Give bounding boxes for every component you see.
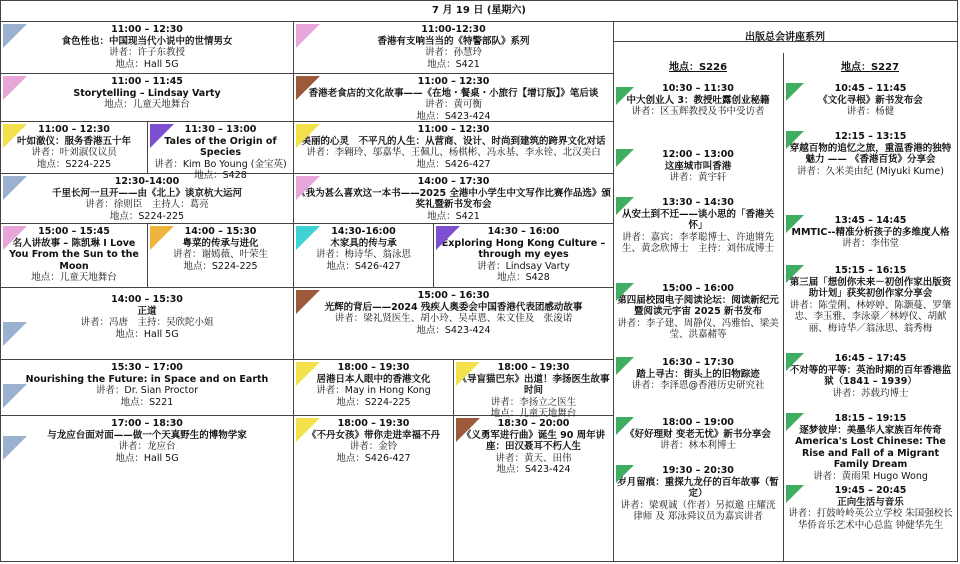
category-triangle [296, 290, 320, 314]
category-triangle [150, 226, 174, 250]
event-time: 11:30 – 13:00 [184, 124, 257, 135]
category-triangle [616, 197, 634, 215]
event-title: 叶如澈仪：服务香港五十年 [16, 135, 131, 147]
event-speaker: 讲者：黄可衡 [424, 99, 482, 110]
event-venue: 地点：S423-424 [496, 464, 571, 475]
event-venue: 地点：S224-225 [336, 396, 411, 408]
event-time: 12:30-14:00 [114, 176, 180, 187]
category-triangle [616, 417, 634, 435]
category-triangle [3, 124, 27, 148]
event-cell[interactable] [784, 483, 957, 561]
event-speaker: 讲者：龙应台 [118, 441, 176, 452]
event-time: 11:00-12:30 [421, 24, 486, 35]
category-triangle [3, 436, 27, 460]
event-title: 香港老食店的文化故事——《在地・餐桌・小旅行【增订版】》笔后谈 [308, 87, 599, 99]
event-title: Tales of the Origin of Species [164, 135, 277, 158]
event-time: 18:00 – 19:30 [337, 362, 410, 373]
event-speaker: 讲者：May in Hong Kong [316, 385, 431, 396]
event-time: 14:00 – 15:30 [184, 226, 257, 237]
event-venue: 地点：S426-427 [336, 452, 411, 464]
event-cell[interactable] [1, 224, 147, 287]
event-venue: 地点：S428 [194, 170, 247, 181]
venue-s226-label: 地点：S226 [668, 62, 728, 73]
event-venue: 地点：S421 [427, 58, 480, 70]
event-venue: 地点：S428 [497, 272, 550, 283]
event-cell[interactable] [1, 360, 293, 415]
event-cell[interactable] [294, 122, 613, 173]
event-cell[interactable] [784, 213, 957, 257]
event-venue: 地点：儿童天地舞台 [104, 99, 190, 110]
event-speaker: 讲者：李泽恩@香港历史研究社 [631, 380, 765, 391]
event-speaker: 讲者：黄天、田伟 [495, 452, 572, 464]
event-cell[interactable] [1, 74, 293, 121]
event-title: 穿越百物的追忆之旅，重温香港的独特魅力 —— 《香港百货》分享会 [789, 142, 952, 165]
event-venue: 地点：儿童天地舞台 [31, 272, 117, 283]
event-speaker: 讲者：嘉宾：李孝聪博士、许迪锵先生、黄念欣博士 主持：刘伟成博士 [621, 231, 774, 254]
event-title: 中大创业人 3：教授吐露创业秘籍 [626, 94, 770, 106]
category-triangle [296, 24, 320, 48]
event-title: 《我为甚么喜欢这一本书——2025 全港中小学生中文写作比赛作品选》颁奖礼暨新书发布会 [296, 187, 611, 210]
event-time: 11:00 – 12:30 [417, 76, 490, 87]
category-triangle [456, 418, 480, 442]
event-speaker: 讲者：Lindsay Varty [477, 260, 570, 272]
event-cell[interactable] [1, 122, 147, 173]
event-time: 18:00 – 19:30 [337, 418, 410, 429]
category-triangle [786, 485, 804, 503]
event-time: 19:30 – 20:30 [662, 465, 734, 476]
event-time: 15:00 – 16:00 [662, 283, 734, 294]
category-triangle [3, 226, 27, 250]
category-triangle [3, 76, 27, 100]
event-speaker: 讲者：李子建、周静仪、冯雅怡、梁美莹、洪嘉赭等 [617, 317, 779, 340]
event-speaker: 讲者：冯唐 主持：吴欣陀小姐 [80, 317, 214, 328]
event-title: Exploring Hong Kong Culture – through my eyes [441, 237, 606, 260]
event-venue: 地点：S224-225 [109, 210, 185, 222]
event-time: 10:30 – 11:30 [662, 83, 734, 94]
event-cell[interactable] [784, 411, 957, 481]
event-time: 12:00 – 13:00 [662, 149, 734, 160]
event-venue: 地点：S221 [120, 396, 174, 408]
event-title: 第四届校园电子阅读论坛：阅读新纪元暨阅读元宇宙 2025 新书发布 [617, 294, 779, 317]
event-cell[interactable] [294, 360, 453, 415]
event-time: 11:00 – 12:30 [38, 124, 110, 135]
event-venue: 地点：儿童天地舞台 [490, 408, 577, 419]
category-triangle [616, 87, 634, 105]
category-triangle [3, 24, 27, 48]
event-time: 19:45 – 20:45 [834, 485, 907, 496]
category-triangle [786, 131, 804, 149]
event-title: 美丽的心灵 不平凡的人生：从营商、设计、时尚到建筑的跨界文化对话 [301, 135, 606, 147]
event-time: 11:00 – 12:30 [111, 24, 183, 35]
event-time: 18:15 – 19:15 [834, 413, 907, 424]
event-title: 光辉的背后——2024 残疾人奥委会中国香港代表团感动故事 [324, 301, 583, 313]
event-speaker: 讲者：李翱玲、邬嘉华、王佩儿、杨棋彬、冯永基、李永铨、北汉美白 [306, 147, 601, 158]
category-triangle [786, 265, 804, 283]
category-triangle [296, 76, 320, 100]
event-speaker: 讲者：林本利博士 [659, 440, 736, 451]
event-time: 15:30 – 17:00 [111, 362, 183, 373]
event-cell[interactable] [614, 195, 782, 275]
event-venue: 地点：S426-427 [326, 260, 401, 272]
event-time: 15:15 – 16:15 [834, 265, 907, 276]
event-speaker: 讲者：许子东教授 [108, 47, 185, 58]
event-cell[interactable] [784, 263, 957, 347]
event-time: 14:30 – 16:00 [487, 226, 560, 237]
event-cell[interactable] [294, 74, 613, 121]
venue-s227-label: 地点：S227 [840, 62, 900, 73]
event-venue: 地点：S423-424 [416, 110, 491, 122]
category-triangle [3, 176, 27, 200]
event-cell[interactable] [784, 351, 957, 407]
category-triangle [296, 362, 320, 386]
event-title: 千里长河一旦开——由《北上》谈京杭大运河 [51, 187, 242, 199]
event-cell[interactable] [294, 224, 433, 287]
event-title: 粤菜的传承与进化 [182, 237, 259, 249]
event-cell[interactable] [614, 463, 782, 561]
category-triangle [786, 353, 804, 371]
event-speaker: 讲者：徐则臣 主持人：葛亮 [85, 199, 209, 210]
event-title: 食色性也：中国现当代小说中的世情男女 [61, 35, 233, 47]
event-title: 居港日本人眼中的香港文化 [316, 373, 431, 385]
event-speaker: 讲者：Dr. Sian Proctor [95, 385, 199, 396]
event-speaker: 讲者：黄宇轩 [669, 172, 727, 183]
event-title: 岁月留痕：重探九龙仔的百年故事（暂定） [617, 476, 779, 499]
event-speaker: 讲者：打鼓岭岭英公立学校 朱国强校长 华侨音乐艺术中心总监 钟健华先生 [788, 508, 953, 531]
event-speaker: 讲者：叶刘淑仪议员 [31, 147, 117, 158]
event-speaker: 讲者：梁观诚（作者）另拟邀 庄耀洸律师 及 郑泳舜议员为嘉宾讲者 [620, 499, 776, 522]
event-speaker: 讲者：梅诗华、翁泳思 [315, 249, 411, 260]
event-speaker: 讲者：黄雨果 Hugo Wong [813, 470, 928, 482]
event-title: MMTIC--精准分析孩子的多维度人格 [791, 226, 950, 238]
event-title: 木家具的传与承 [330, 237, 397, 249]
event-cell[interactable] [294, 174, 613, 223]
event-title: 从安土到不迁——谈小思的「香港关怀」 [621, 208, 774, 231]
event-speaker: 讲者：杨健 [846, 106, 895, 117]
event-title: 正道 [137, 305, 157, 317]
event-speaker: 讲者：金铃 [349, 441, 398, 452]
category-triangle [296, 226, 320, 250]
event-cell[interactable] [1, 22, 293, 73]
event-cell[interactable] [454, 416, 613, 561]
category-triangle [3, 322, 27, 346]
event-cell[interactable] [434, 224, 613, 287]
category-triangle [616, 149, 634, 167]
event-speaker: 讲者：区玉辉教授及书中受访者 [631, 106, 765, 117]
event-cell[interactable] [454, 360, 613, 419]
event-time: 14:30-16:00 [331, 226, 396, 237]
event-time: 10:45 – 11:45 [834, 83, 907, 94]
event-cell[interactable] [294, 22, 613, 73]
event-cell[interactable] [784, 81, 957, 125]
event-time: 11:00 – 12:30 [417, 124, 490, 135]
event-cell[interactable] [614, 281, 782, 353]
category-triangle [786, 215, 804, 233]
date-header: 7 月 19 日 (星期六) [432, 5, 526, 16]
event-title: 不对等的平等：英治时期的百年香港监狱（1841 – 1939） [789, 364, 952, 387]
category-triangle [786, 83, 804, 101]
event-speaker: 讲者：李伟堂 [841, 238, 899, 249]
event-title: 名人讲故事 – 陈凯琳 I Love You From the Sun to the Moon [9, 237, 139, 272]
event-venue: 地点：S426-427 [416, 158, 491, 170]
category-triangle [436, 226, 460, 250]
event-venue: 地点：S224-225 [36, 158, 112, 170]
event-venue: 地点：Hall 5G [115, 58, 179, 70]
event-venue: 地点：S421 [427, 210, 480, 222]
event-speaker: 讲者：李扬立之医生 [490, 396, 577, 408]
event-time: 12:15 – 13:15 [834, 131, 907, 142]
event-title: 逐梦彼岸：美墨华人家族百年传奇 America's Lost Chinese: The Rise and Fall of a Migrant Family Dream [795, 424, 946, 470]
event-time: 18:00 – 19:30 [497, 362, 570, 373]
category-triangle [786, 413, 804, 431]
event-time: 17:00 – 18:30 [111, 418, 183, 429]
event-cell[interactable] [1, 288, 293, 359]
event-title: Storytelling – Lindsay Varty [73, 87, 221, 99]
event-time: 14:00 – 17:30 [417, 176, 490, 187]
category-triangle [3, 384, 27, 408]
category-triangle [616, 465, 634, 483]
category-triangle [616, 283, 634, 301]
event-cell[interactable] [784, 129, 957, 209]
event-venue: 地点：S423-424 [416, 324, 491, 336]
event-time: 15:00 – 15:45 [38, 226, 110, 237]
event-cell[interactable] [148, 122, 293, 181]
event-speaker: 讲者：久米美由纪 (Miyuki Kume) [797, 165, 944, 177]
event-title: 《好好理财 变老无忧》新书分享会 [625, 428, 771, 440]
event-time: 16:30 – 17:30 [662, 357, 734, 368]
category-triangle [616, 357, 634, 375]
category-triangle [150, 124, 174, 148]
event-time: 15:00 – 16:30 [417, 290, 490, 301]
event-cell[interactable] [294, 416, 453, 561]
category-triangle [296, 124, 320, 148]
event-cell[interactable] [1, 416, 293, 561]
event-speaker: 讲者：苏载玓博士 [832, 387, 909, 399]
series-title: 出版总会讲座系列 [745, 32, 825, 43]
event-cell[interactable] [148, 224, 293, 287]
event-cell[interactable] [614, 81, 782, 141]
event-time: 18:00 – 19:00 [662, 417, 734, 428]
category-triangle [456, 362, 480, 386]
event-speaker: 讲者：陈莹俐、林婷婷、陈灏蔓、罗肇忠、李玉雅、李泳豪／林婷仪、胡献丽、梅诗华／翁泳思、翁秀梅 [789, 299, 952, 334]
event-title: 《义勇军进行曲》诞生 90 周年讲座：田汉聂耳不朽人生 [461, 429, 606, 452]
event-cell[interactable] [294, 288, 613, 359]
event-title: 《导盲猫巴东》出道！李扬医生故事时间 [457, 373, 610, 396]
event-cell[interactable] [614, 147, 782, 191]
category-triangle [296, 176, 320, 200]
event-speaker: 讲者：谢嫣薇、叶荣生 [172, 249, 268, 260]
event-time: 11:00 – 11:45 [111, 76, 183, 87]
event-speaker: 讲者：Kim Bo Young (金宝英) [154, 158, 287, 170]
event-cell[interactable] [1, 174, 293, 223]
event-title: 这座城市叫香港 [664, 160, 732, 172]
event-speaker: 讲者：孙慧玲 [424, 47, 482, 58]
event-title: 踏上寻古：街头上的旧物踪迹 [636, 368, 760, 380]
event-venue: 地点：Hall 5G [115, 452, 179, 464]
event-title: 正向生活与音乐 [837, 496, 904, 508]
event-time: 13:30 – 14:30 [662, 197, 734, 208]
event-speaker: 讲者：梁礼贤医生、胡小玲、吴卓恩、朱文佳及 张浚诺 [334, 313, 573, 324]
event-cell[interactable] [614, 415, 782, 461]
event-venue: 地点：Hall 5G [115, 328, 179, 340]
event-time: 14:00 – 15:30 [111, 294, 183, 305]
event-title: Nourishing the Future: in Space and on Earth [25, 373, 269, 385]
event-cell[interactable] [614, 355, 782, 403]
event-title: 与龙应台面对面——做一个天真野生的博物学家 [47, 429, 247, 441]
event-title: 第三届「想创你未来－初创作家出版资助计划」获奖初创作家分享会 [789, 276, 952, 299]
event-time: 16:45 – 17:45 [834, 353, 907, 364]
event-title: 《不丹女孩》带你走进幸福不丹 [306, 429, 440, 441]
category-triangle [296, 418, 320, 442]
event-title: 香港有支响当当的《特警部队》系列 [377, 35, 530, 47]
event-time: 18:30 – 20:00 [497, 418, 570, 429]
event-title: 《文化寻根》新书发布会 [818, 94, 923, 106]
event-time: 13:45 – 14:45 [834, 215, 907, 226]
event-venue: 地点：S224-225 [183, 260, 258, 272]
